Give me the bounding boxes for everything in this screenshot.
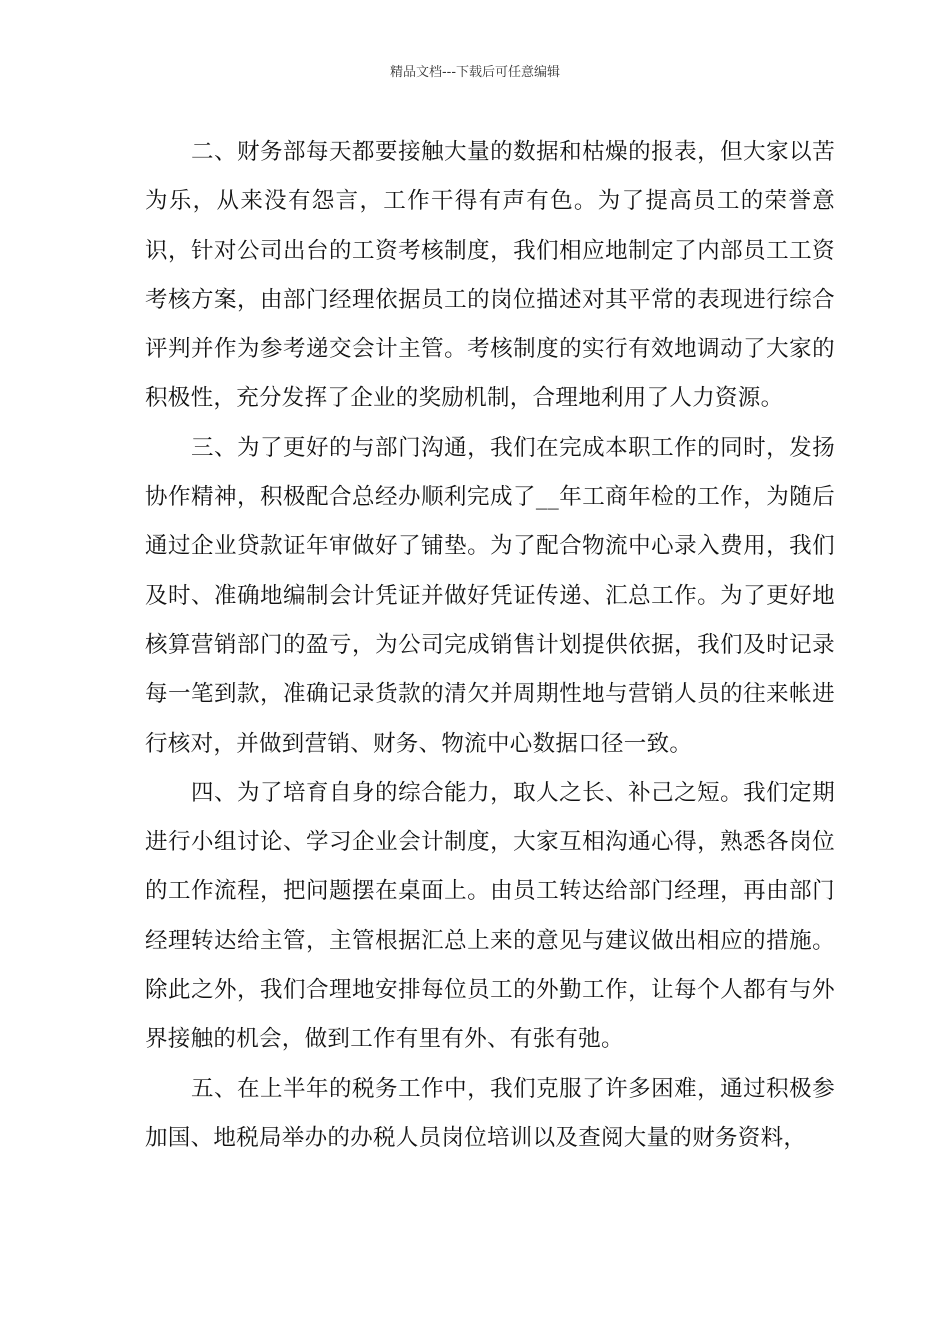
paragraph-5: 五、在上半年的税务工作中，我们克服了许多困难，通过积极参加国、地税局举办的办税人员岗位培训以及查阅大量的财务资料， bbox=[145, 1075, 835, 1151]
paragraph-3: 三、为了更好的与部门沟通，我们在完成本职工作的同时，发扬协作精神，积极配合总经办顺利完成了__年工商年检的工作，为随后通过企业贷款证年审做好了铺垫。为了配合物流中心录入费用，我们及时、准确地编制会计凭证并做好凭证传递、汇总工作。为了更好地核算营销部门的盈亏，为公司完成销售计划提供依据，我们及时记录每一笔到款，准确记录货款的清欠并周期性地与营销人员的往来帐进行核对，并做到营销、财务、物流中心数据口径一致。 bbox=[145, 434, 835, 757]
paragraph-2: 二、财务部每天都要接触大量的数据和枯燥的报表，但大家以苦为乐，从来没有怨言，工作干得有声有色。为了提高员工的荣誉意识，针对公司出台的工资考核制度，我们相应地制定了内部员工工资考核方案，由部门经理依据员工的岗位描述对其平常的表现进行综合评判并作为参考递交会计主管。考核制度的实行有效地调动了大家的积极性，充分发挥了企业的奖励机制，合理地利用了人力资源。 bbox=[145, 139, 835, 412]
paragraph-4: 四、为了培育自身的综合能力，取人之长、补己之短。我们定期进行小组讨论、学习企业会计制度，大家互相沟通心得，熟悉各岗位的工作流程，把问题摆在桌面上。由员工转达给部门经理，再由部门经理转达给主管，主管根据汇总上来的意见与建议做出相应的措施。除此之外，我们合理地安排每位员工的外勤工作，让每个人都有与外界接触的机会，做到工作有里有外、有张有弛。 bbox=[145, 779, 835, 1053]
page-header: 精品文档---下载后可任意编辑 bbox=[389, 65, 561, 80]
document-body bbox=[145, 128, 835, 1163]
